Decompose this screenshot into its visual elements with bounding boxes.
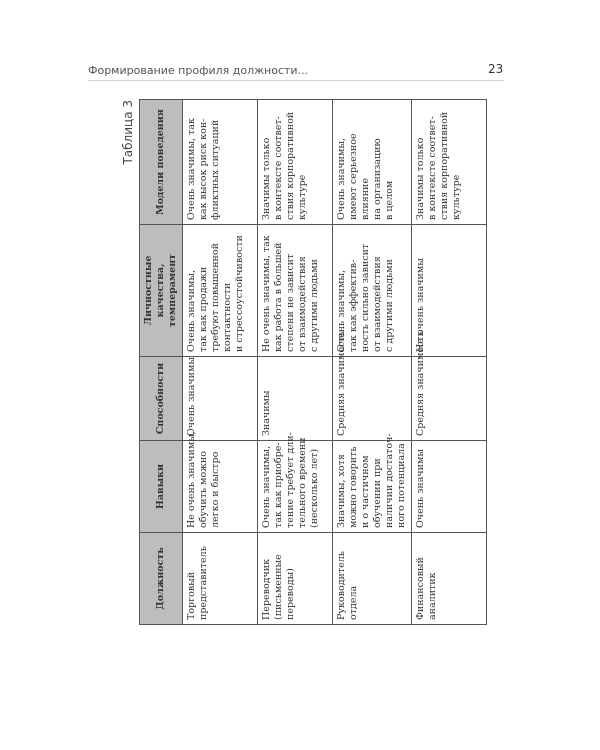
cell-abilities (183, 357, 258, 441)
cell-text-line: Значимы только (261, 137, 272, 220)
cell-text-line: так как продажи (198, 266, 209, 352)
cell-behavior (258, 100, 333, 225)
cell-text-line: обучении при (372, 458, 383, 528)
cell-text-line: так как эффектив- (348, 259, 359, 352)
cell-text-line: как высок риск кон- (198, 118, 209, 220)
cell-text-line: представитель (198, 546, 209, 620)
table-row (333, 100, 412, 625)
cell-position (258, 533, 333, 625)
cell-text-line: от взаимодействия (372, 256, 383, 352)
cell-text-line: в целом (384, 180, 395, 220)
cell-text-line: от взаимодействия (297, 256, 308, 352)
position-profile-table (139, 99, 487, 625)
cell-behavior (183, 100, 258, 225)
cell-text-line: Торговый (186, 571, 197, 620)
cell-position (333, 533, 412, 625)
cell-text-line: Не очень значимы (415, 258, 426, 352)
cell-text-line: легко и быстро (210, 451, 221, 528)
cell-text-line: и о частичном (360, 455, 371, 528)
cell-skills (333, 433, 412, 533)
cell-text-line: Руководитель (336, 551, 347, 620)
cell-text-line: как работа в большей (273, 242, 284, 352)
cell-text-line: тельного времени (297, 437, 308, 528)
cell-text-line: имеют серьезное (348, 133, 359, 220)
cell-text-line: так как приобре- (273, 442, 284, 528)
table-header-row (140, 100, 183, 625)
cell-text-line: и стрессоустойчивости (234, 235, 245, 352)
cell-text-line: Очень значимы (186, 357, 197, 436)
cell-personality (412, 225, 487, 357)
cell-text-line: на организацию (372, 138, 383, 220)
cell-text-line: тение требует дли- (285, 432, 296, 528)
cell-text-line: с другими людьми (309, 259, 320, 352)
cell-text-line: контактности (222, 282, 233, 352)
cell-text-line: ствия корпоративной (285, 111, 296, 220)
cell-text-line: Значимы, хотя (336, 454, 347, 528)
cell-skills (412, 441, 487, 533)
cell-text-line: Финансовый (415, 557, 426, 620)
cell-text-line: ность сильно зависит (360, 243, 371, 352)
cell-text-line: ного потенциала (396, 443, 407, 528)
cell-abilities (412, 331, 487, 441)
cell-text-line: аналитик (427, 572, 438, 620)
cell-skills (258, 432, 333, 533)
cell-behavior (412, 100, 487, 225)
table-row (412, 100, 487, 625)
header-behavior: Модели поведения (140, 100, 183, 225)
cell-text-line: требуют повышенной (210, 243, 221, 352)
cell-text-line: Средняя значимость (415, 331, 426, 436)
cell-text-line: в контексте соответ- (427, 116, 438, 220)
cell-position (183, 533, 258, 625)
cell-text-line: ствия корпоративной (439, 111, 450, 220)
cell-abilities (333, 331, 412, 441)
header-rule (88, 80, 504, 81)
cell-text-line: Значимы (261, 390, 272, 436)
cell-text-line: обучить можно (198, 451, 209, 528)
cell-text-line: наличии достаточ- (384, 433, 395, 528)
cell-text-line: Переводчик (261, 558, 272, 620)
cell-text-line: с другими людьми (384, 259, 395, 352)
cell-text-line: можно говорить (348, 446, 359, 528)
table-row (183, 100, 258, 625)
cell-text-line: Очень значимы, (261, 446, 272, 528)
cell-text-line: (несколько лет) (309, 448, 320, 528)
header-personality: Личностные качества, темперамент (140, 225, 183, 357)
cell-text-line: Не очень значимы, (186, 431, 197, 528)
cell-text-line: (письменные (273, 554, 284, 620)
cell-personality (258, 225, 333, 357)
cell-abilities (258, 357, 333, 441)
running-header: Формирование профиля должности... (88, 64, 309, 77)
page-number: 23 (488, 62, 504, 76)
cell-text-line: Средняя значимость (336, 331, 347, 436)
header-abilities: Способности (140, 357, 183, 441)
cell-text-line: Не очень значимы, так (261, 235, 272, 352)
cell-personality (333, 225, 412, 357)
cell-behavior (333, 100, 412, 225)
header-position: Должность (140, 533, 183, 625)
cell-skills (183, 431, 258, 533)
cell-text-line: отдела (348, 585, 359, 620)
cell-text-line: влияние (360, 178, 371, 220)
header-skills: Навыки (140, 441, 183, 533)
cell-text-line: степени не зависит (285, 253, 296, 352)
rotated-table-frame (117, 100, 462, 625)
cell-text-line: культуре (297, 174, 308, 220)
cell-text-line: Значимы только (415, 137, 426, 220)
table-caption: Таблица 3 (121, 100, 135, 165)
cell-text-line: в контексте соответ- (273, 116, 284, 220)
cell-text-line: фликтных ситуаций (210, 119, 221, 220)
cell-text-line: переводы) (285, 568, 296, 620)
cell-text-line: Очень значимы, (336, 270, 347, 352)
cell-position (412, 533, 487, 625)
cell-text-line: Очень значимы (415, 449, 426, 528)
cell-text-line: Очень значимы, так (186, 118, 197, 220)
cell-text-line: Очень значимы, (336, 138, 347, 220)
table-row (258, 100, 333, 625)
cell-text-line: культуре (451, 174, 462, 220)
cell-text-line: Очень значимы, (186, 270, 197, 352)
cell-personality (183, 225, 258, 357)
